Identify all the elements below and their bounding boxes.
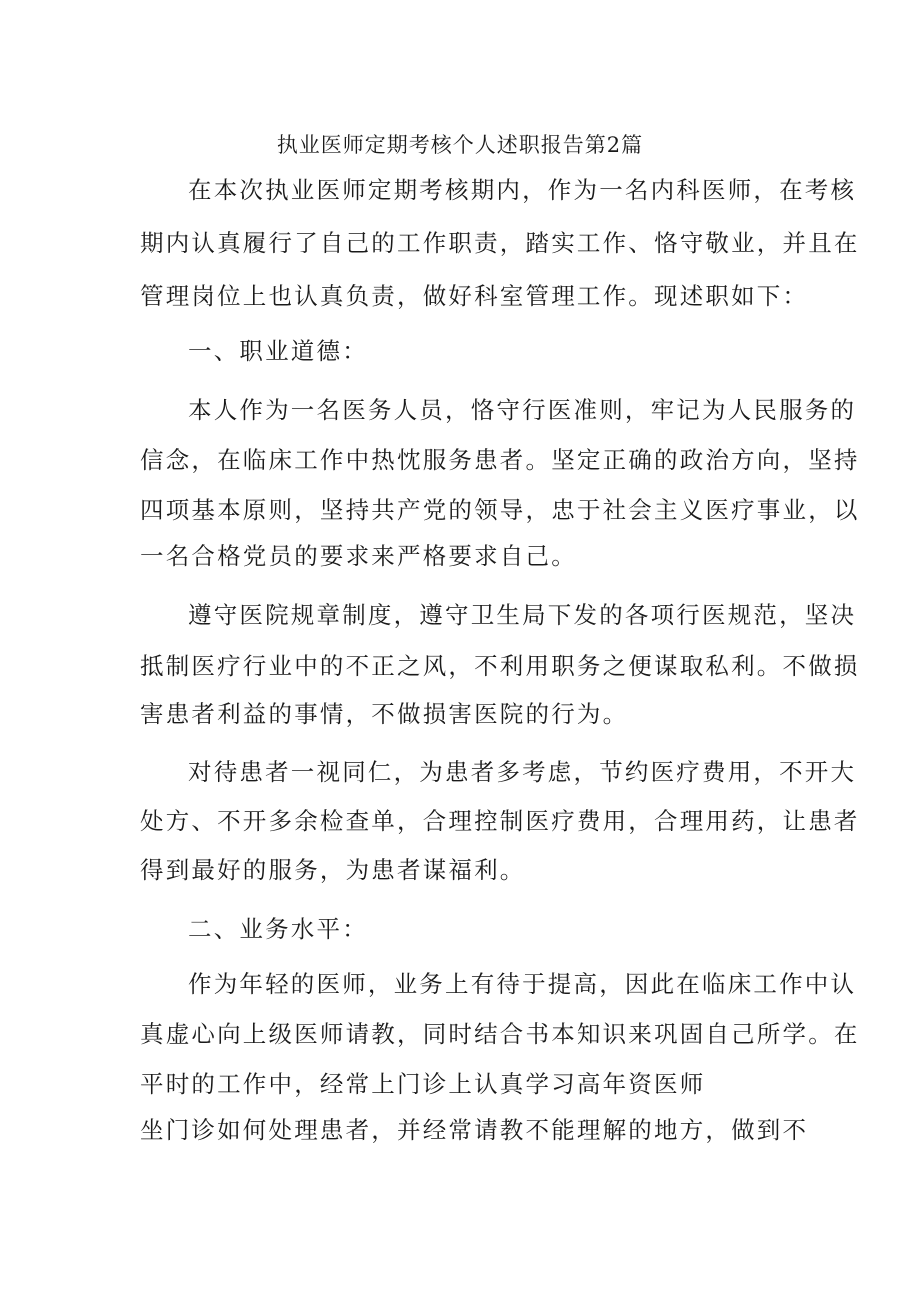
paragraph-line: 害患者利益的事情，不做损害医院的行为。 bbox=[140, 700, 629, 728]
paragraph-line: 在本次执业医师定期考核期内，作为一名内科医师，在考核 bbox=[188, 176, 857, 204]
paragraph-line: 抵制医疗行业中的不正之风，不利用职务之便谋取私利。不做损 bbox=[140, 652, 860, 680]
paragraph-line: 管理岗位上也认真负责，做好科室管理工作。现述职如下： bbox=[140, 282, 809, 310]
paragraph-line: 作为年轻的医师，业务上有待于提高，因此在临床工作中认 bbox=[188, 970, 857, 998]
paragraph-line: 四项基本原则，坚持共产党的领导，忠于社会主义医疗事业，以 bbox=[140, 496, 860, 524]
paragraph-line: 本人作为一名医务人员，恪守行医准则，牢记为人民服务的 bbox=[188, 396, 857, 424]
section-heading: 一、职业道德： bbox=[188, 337, 368, 365]
paragraph-line: 一名合格党员的要求来严格要求自己。 bbox=[140, 542, 577, 570]
paragraph-line: 处方、不开多余检查单，合理控制医疗费用，合理用药，让患者 bbox=[140, 807, 860, 835]
paragraph-line: 坐门诊如何处理患者，并经常请教不能理解的地方，做到不 bbox=[140, 1116, 809, 1144]
paragraph-line: 平时的工作中，经常上门诊上认真学习高年资医师 bbox=[140, 1070, 706, 1098]
paragraph-line: 真虚心向上级医师请教，同时结合书本知识来巩固自己所学。在 bbox=[140, 1020, 860, 1048]
paragraph-line: 期内认真履行了自己的工作职责，踏实工作、恪守敬业，并且在 bbox=[140, 229, 860, 257]
document-title: 执业医师定期考核个人述职报告第2篇 bbox=[276, 133, 644, 157]
paragraph-line: 得到最好的服务，为患者谋福利。 bbox=[140, 856, 526, 884]
paragraph-line: 对待患者一视同仁，为患者多考虑，节约医疗费用，不开大 bbox=[188, 758, 857, 786]
paragraph-line: 遵守医院规章制度，遵守卫生局下发的各项行医规范，坚决 bbox=[188, 601, 857, 629]
paragraph-line: 信念，在临床工作中热忱服务患者。坚定正确的政治方向，坚持 bbox=[140, 446, 860, 474]
section-heading: 二、业务水平： bbox=[188, 915, 368, 943]
